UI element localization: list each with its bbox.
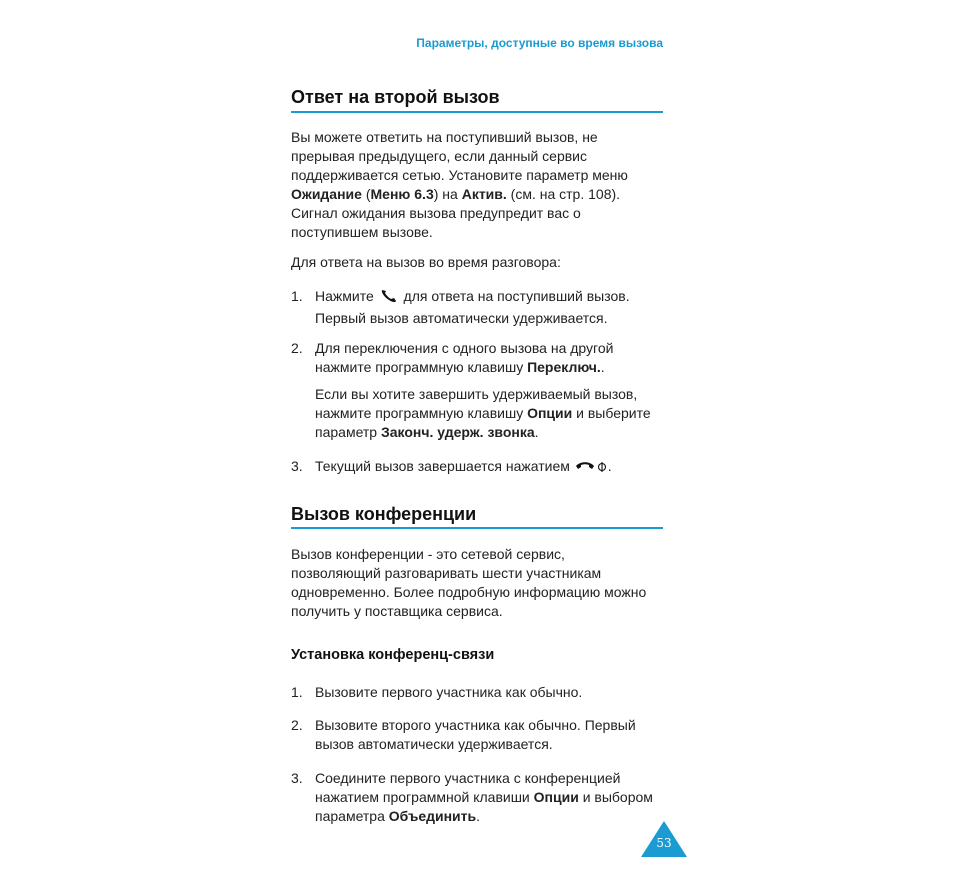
text: для ответа на поступивший вызов. (399, 288, 630, 304)
intro-line (291, 185, 663, 204)
text: Текущий вызов завершается нажатием (315, 458, 574, 474)
section-title-conference-call: Вызов конференции (291, 504, 477, 524)
option-name: Законч. удерж. звонка (380, 424, 535, 440)
text: параметра (315, 808, 389, 824)
step-line (315, 287, 663, 309)
text: . (607, 458, 612, 474)
step-line (315, 423, 663, 442)
step-number: 1. (291, 684, 303, 700)
step-number: 3. (291, 458, 303, 474)
section-rule (291, 527, 663, 529)
text: нажмите программную клавишу (315, 359, 528, 375)
text: . (476, 808, 481, 824)
text: Нажмите (315, 288, 378, 304)
section2-intro (291, 545, 663, 621)
menu-name: Ожидание (291, 186, 362, 202)
step-line: Для переключения с одного вызова на другой (315, 340, 614, 356)
phone-end-icon (574, 460, 608, 479)
intro-line: поддерживается сетью. Установите параметр меню (291, 167, 628, 183)
text: и выбором (578, 789, 653, 805)
step-line (315, 788, 663, 807)
page-number-text: 53 (656, 836, 672, 850)
step-line (315, 404, 663, 423)
intro-line: Сигнал ожидания вызова предупредит вас о (291, 205, 581, 221)
section-title-answer-second-call: Ответ на второй вызов (291, 87, 500, 107)
text: . (600, 359, 605, 375)
step-line (315, 807, 663, 826)
step-line (315, 457, 663, 479)
text: . (534, 424, 539, 440)
text: ) на (433, 186, 462, 202)
step-number: 2. (291, 717, 303, 733)
step-line (315, 358, 663, 377)
step-line: Вызовите первого участника как обычно. (315, 684, 583, 700)
text: (см. на стр. 108). (506, 186, 621, 202)
intro-line: Вы можете ответить на поступивший вызов, не (291, 129, 598, 145)
intro-line: получить у поставщика сервиса. (291, 603, 503, 619)
section-rule (291, 111, 663, 113)
step-number: 2. (291, 340, 303, 356)
text: нажатием программной клавиши (315, 789, 534, 805)
step-line: Соедините первого участника с конференцией (315, 770, 621, 786)
step-line: вызов автоматически удерживается. (315, 736, 553, 752)
section1-intro (291, 128, 663, 242)
intro-line: прерывая предыдущего, если данный сервис (291, 148, 587, 164)
step-line: Первый вызов автоматически удерживается. (315, 310, 608, 326)
running-header: Параметры, доступные во время вызова (416, 36, 663, 50)
menu-number: Меню 6.3 (370, 186, 434, 202)
intro-line: позволяющий разговаривать шести участникам (291, 565, 602, 581)
softkey-name: Опции (527, 405, 573, 421)
text: ( (361, 186, 371, 202)
softkey-name: Опции (533, 789, 579, 805)
intro-line: Вызов конференции - это сетевой сервис, (291, 546, 565, 562)
text: и выберите (572, 405, 651, 421)
page-number (641, 821, 687, 857)
text: нажмите программную клавишу (315, 405, 528, 421)
text: параметр (315, 424, 381, 440)
phone-send-icon (378, 288, 400, 309)
intro-line: одновременно. Более подробную информацию можно (291, 584, 647, 600)
option-name: Актив. (461, 186, 507, 202)
option-name: Объединить (388, 808, 477, 824)
step-line: Если вы хотите завершить удерживаемый вызов, (315, 386, 638, 402)
section1-lead: Для ответа на вызов во время разговора: (291, 254, 561, 270)
intro-line: поступившем вызове. (291, 224, 433, 240)
step-number: 1. (291, 288, 303, 304)
step-line: Вызовите второго участника как обычно. Первый (315, 717, 636, 733)
softkey-name: Переключ. (527, 359, 601, 375)
subsection-title: Установка конференц-связи (291, 647, 495, 663)
step-number: 3. (291, 770, 303, 786)
